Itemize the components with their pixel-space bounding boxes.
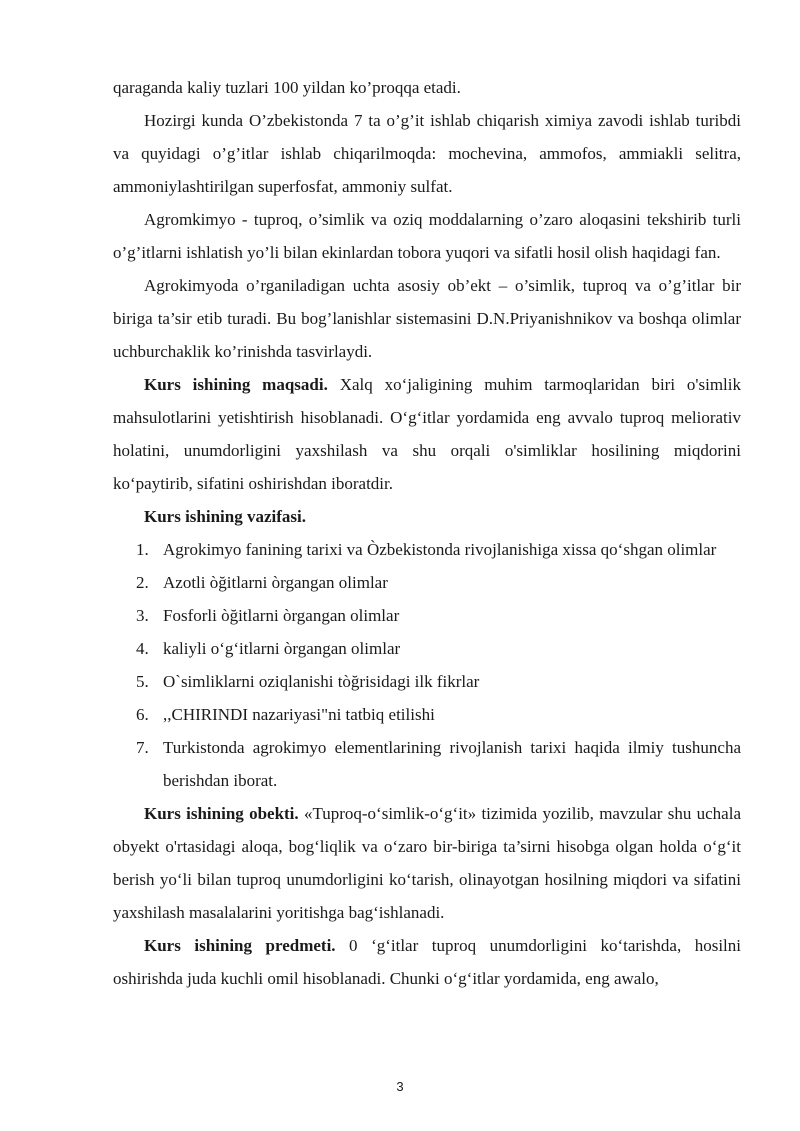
list-item-text: Fosforli òğitlarni òrgangan olimlar (163, 606, 400, 625)
list-item (113, 533, 741, 566)
subject-label: Kurs ishining predmeti. (144, 936, 336, 955)
paragraph-object (113, 797, 741, 929)
list-item-number: 5. (136, 672, 149, 691)
list-item-text: ,,CHIRINDI nazariyasi"ni tatbiq etilishi (163, 705, 435, 724)
list-item (113, 665, 741, 698)
list-item (113, 566, 741, 599)
list-item-number: 2. (136, 573, 149, 592)
object-text: «Tuproq-o‘simlik-o‘g‘it» tizimida yozilib, mavzular shu uchala obyekt o'rtasidagi aloqa, bog‘liqlik va o‘zaro bir-biriga ta’sirni hisobga olgan holda o‘g‘it berish yo‘li bilan tuproq unumdorligini ko‘tarish, olinayotgan hosilning miqdori va sifatini yaxshilash masalalarini yoritishga bag‘ishlanadi. (113, 804, 741, 922)
list-item-number: 6. (136, 705, 149, 724)
paragraph-agrochemistry-definition: Agromkimyo - tuproq, o’simlik va oziq moddalarning o’zaro aloqasini tekshirib turli o’g’itlarni ishlatish yo’li bilan ekinlardan tobora yuqori va sifatli hosil olish haqidagi fan. (113, 210, 741, 262)
list-item-text: kaliyli o‘g‘itlarni òrgangan olimlar (163, 639, 401, 658)
tasks-list (113, 533, 741, 797)
document-page (113, 71, 741, 995)
list-item (113, 698, 741, 731)
list-item (113, 599, 741, 632)
goal-text: Xalq xo‘jaligining muhim tarmoqlaridan biri o'simlik mahsulotlarini yetishtirish hisoblanadi. O‘g‘itlar yordamida eng avvalo tuproq meliorativ holatini, unumdorligini yaxshilash va shu orqali o'simliklar hosilining miqdorini ko‘paytirib, sifatini oshirishdan iboratdir. (113, 375, 741, 493)
list-item-number: 3. (136, 606, 149, 625)
list-item-text: Azotli òğitlarni òrgangan olimlar (163, 573, 388, 592)
paragraph-goal (113, 368, 741, 500)
page-number: 3 (396, 1079, 404, 1094)
list-item-number: 4. (136, 639, 149, 658)
tasks-heading (113, 500, 741, 533)
paragraph-three-objects: Agrokimyoda o’rganiladigan uchta asosiy ob’ekt – o’simlik, tuproq va o’g’itlar bir biriga ta’sir etib turadi. Bu bog’lanishlar sistemasini D.N.Priyanishnikov va boshqa olimlar uchburchaklik ko’rinishda tasvirlaydi. (113, 276, 741, 361)
list-item-number: 7. (136, 738, 149, 757)
list-item-number: 1. (136, 540, 149, 559)
list-item-text: Turkistonda agrokimyo elementlarining rivojlanish tarixi haqida ilmiy tushuncha berishdan iborat. (163, 738, 741, 790)
object-label: Kurs ishining obekti. (144, 804, 299, 823)
list-item-text: O`simliklarni oziqlanishi tòğrisidagi ilk fikrlar (163, 672, 480, 691)
list-item (113, 731, 741, 797)
list-item (113, 632, 741, 665)
tasks-label: Kurs ishining vazifasi. (144, 507, 307, 526)
list-item-text: Agrokimyo fanining tarixi va Òzbekistonda rivojlanishiga xissa qo‘shgan olimlar (163, 540, 717, 559)
subject-text: 0 ‘g‘itlar tuproq unumdorligini ko‘tarishda, hosilni oshirishda juda kuchli omil hisoblanadi. Chunki o‘g‘itlar yordamida, eng awalo, (113, 936, 741, 988)
paragraph-subject (113, 929, 741, 995)
paragraph-fertilizer-plants: Hozirgi kunda O’zbekistonda 7 ta o’g’it ishlab chiqarish ximiya zavodi ishlab turibdi va quyidagi o’g’itlar ishlab chiqarilmoqda: mochevina, ammofos, ammiakli selitra, ammoniylashtirilgan superfosfat, ammoniy sulfat. (113, 111, 741, 196)
goal-label: Kurs ishining maqsadi. (144, 375, 328, 394)
paragraph-continuation: qaraganda kaliy tuzlari 100 yildan ko’proqqa etadi. (113, 78, 461, 97)
